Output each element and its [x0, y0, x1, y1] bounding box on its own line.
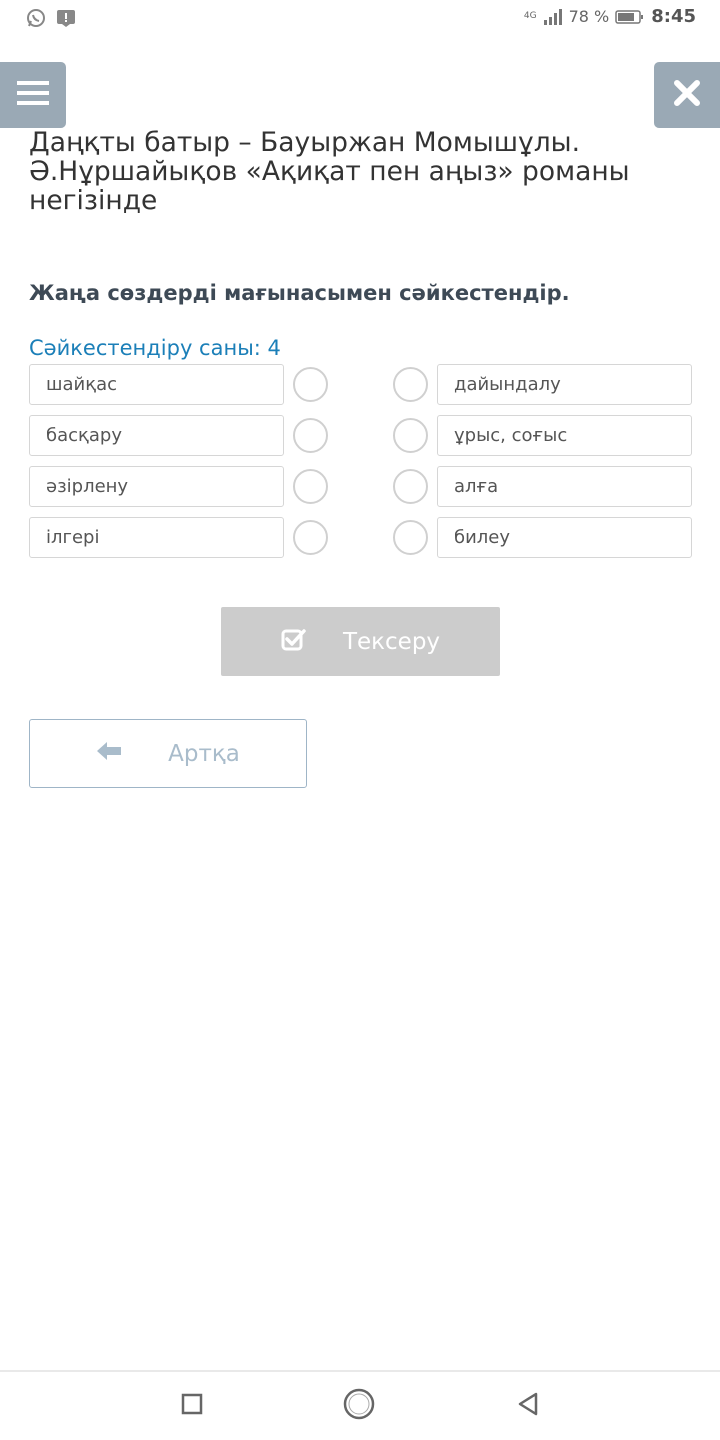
check-button[interactable] — [221, 607, 500, 676]
left-item[interactable]: ілгері — [29, 517, 284, 558]
triangle-back-icon — [517, 1392, 539, 1421]
status-left-icons — [26, 8, 76, 28]
right-item[interactable]: билеу — [437, 517, 692, 558]
left-item-row — [29, 517, 328, 558]
right-item[interactable]: алға — [437, 466, 692, 507]
right-item-row — [393, 466, 692, 507]
check-button-label: Тексеру — [342, 628, 441, 655]
right-match-circle[interactable] — [393, 367, 428, 402]
right-match-circle[interactable] — [393, 418, 428, 453]
arrow-left-icon — [96, 740, 122, 768]
page-title: Даңқты батыр – Бауыржан Момышұлы. Ә.Нұршайықов «Ақиқат пен аңыз» романы негізінде — [29, 127, 630, 216]
right-item[interactable]: дайындалу — [437, 364, 692, 405]
left-item-row — [29, 466, 328, 507]
left-match-circle[interactable] — [293, 367, 328, 402]
signal-icon — [543, 7, 563, 27]
left-item[interactable]: шайқас — [29, 364, 284, 405]
clock: 8:45 — [651, 6, 696, 27]
battery-icon — [615, 7, 645, 27]
checkbox-check-icon — [281, 627, 307, 657]
status-right — [524, 6, 696, 27]
back-button[interactable] — [29, 719, 307, 788]
left-item[interactable]: басқару — [29, 415, 284, 456]
back-nav-button[interactable] — [508, 1386, 548, 1426]
match-count-label: Сәйкестендіру саны: 4 — [29, 336, 281, 360]
left-match-circle[interactable] — [293, 469, 328, 504]
right-item-row — [393, 415, 692, 456]
left-item-row — [29, 364, 328, 405]
network-type: 4G — [523, 11, 537, 21]
right-match-circle[interactable] — [393, 469, 428, 504]
right-items-column — [393, 364, 692, 568]
whatsapp-icon — [26, 8, 46, 28]
left-match-circle[interactable] — [293, 520, 328, 555]
right-item-row — [393, 364, 692, 405]
system-navigation-bar — [0, 1370, 720, 1440]
left-item-row — [29, 415, 328, 456]
notification-alert-icon — [56, 8, 76, 28]
battery-percent: 78 % — [568, 7, 610, 26]
close-button[interactable] — [654, 62, 720, 128]
back-button-label: Артқа — [168, 740, 240, 767]
left-items-column — [29, 364, 328, 568]
task-instruction: Жаңа сөздерді мағынасымен сәйкестендір. — [29, 281, 570, 305]
menu-button[interactable] — [0, 62, 66, 128]
square-icon — [181, 1393, 203, 1420]
right-match-circle[interactable] — [393, 520, 428, 555]
hamburger-icon — [17, 79, 49, 112]
left-match-circle[interactable] — [293, 418, 328, 453]
recent-apps-button[interactable] — [172, 1386, 212, 1426]
right-item-row — [393, 517, 692, 558]
status-bar — [0, 0, 720, 36]
right-item[interactable]: ұрыс, соғыс — [437, 415, 692, 456]
home-circle-icon — [342, 1387, 376, 1426]
home-button[interactable] — [339, 1386, 379, 1426]
left-item[interactable]: әзірлену — [29, 466, 284, 507]
close-icon — [674, 80, 700, 111]
